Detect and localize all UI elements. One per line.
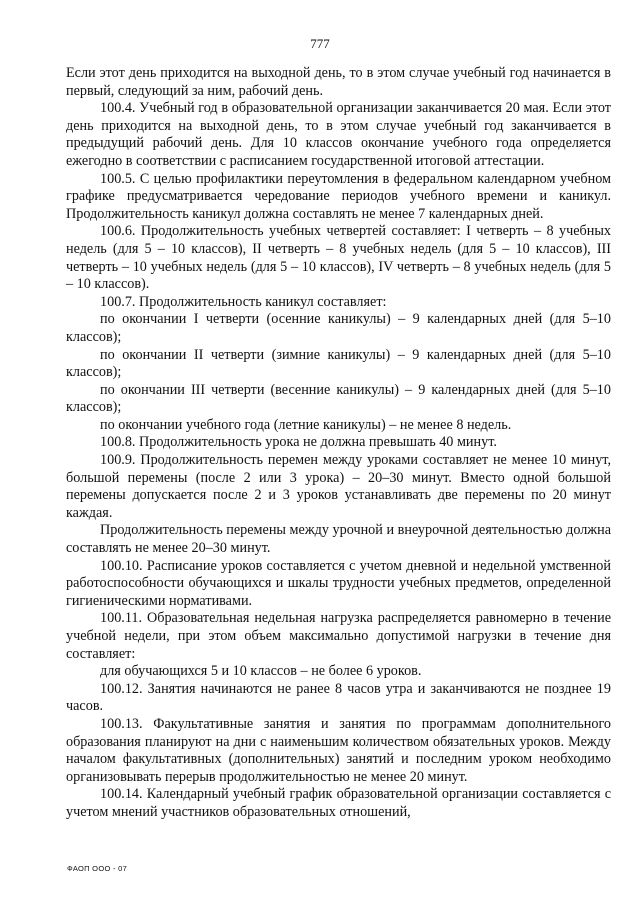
paragraph-100-13: 100.13. Факультативные занятия и занятия по программам дополнительного образования планируют на дни с наименьшим количеством обязательных уроков. Между началом факультативных (дополнительных) занятий и последним уроком необходимо организовывать перерыв продолжительностью не менее 20 минут. <box>66 715 611 785</box>
paragraph-100-14: 100.14. Календарный учебный график образовательной организации составляется с учетом мнений участников образовательных отношений, <box>66 786 611 820</box>
paragraph-100-6: 100.6. Продолжительность учебных четвертей составляет: I четверть – 8 учебных недель (для 5 – 10 классов), II четверть – 8 учебных недель (для 5 – 10 классов), III четверть – 10 учебных недель (для 5 – 10 классов), IV четверть – 8 учебных недель (для 5 – 10 классов). <box>66 223 611 293</box>
document-body <box>66 65 611 822</box>
footer-doc-code: ФАОП ООО - 07 <box>67 864 128 873</box>
paragraph-100-7: 100.7. Продолжительность каникул составляет: <box>100 293 387 310</box>
paragraph-break-duration: Продолжительность перемены между урочной и внеурочной деятельностью должна составлять не менее 20–30 минут. <box>66 522 611 557</box>
paragraph-100-4: 100.4. Учебный год в образовательной организации заканчивается 20 мая. Если этот день приходится на выходной день, то в этом случае учебный год заканчивается в предыдущий рабочий день. Для 10 классов окончание учебного года определяется ежегодно в соответствии с расписанием государственной итоговой аттестации. <box>66 100 611 169</box>
paragraph-100-5: 100.5. С целью профилактики переутомления в федеральном календарном учебном графике предусматривается чередование периодов учебного времени и каникул. Продолжительность каникул должна составлять не менее 7 календарных дней. <box>66 170 611 222</box>
holiday-item-summer: по окончании учебного года (летние каникулы) – не менее 8 недель. <box>100 416 512 433</box>
holiday-item-winter: по окончании II четверти (зимние каникулы) – 9 календарных дней (для 5–10 классов); <box>66 346 611 381</box>
paragraph-100-12: 100.12. Занятия начинаются не ранее 8 часов утра и заканчиваются не позднее 19 часов. <box>66 680 611 715</box>
paragraph-100-9: 100.9. Продолжительность перемен между уроками составляет не менее 10 минут, большой перемены (после 2 или 3 урока) – 20–30 минут. Вместо одной большой перемены допускается после 2 и 3 уроков устанавливать две перемены по 20 минут каждая. <box>66 452 611 521</box>
paragraph-continuation: Если этот день приходится на выходной день, то в этом случае учебный год начинается в первый, следующий за ним, рабочий день. <box>66 65 611 99</box>
paragraph-100-11: 100.11. Образовательная недельная нагрузка распределяется равномерно в течение учебной недели, при этом объем максимально допустимой нагрузки в течение дня составляет: <box>66 610 611 662</box>
page-number: 777 <box>310 36 330 51</box>
holiday-item-autumn: по окончании I четверти (осенние каникулы) – 9 календарных дней (для 5–10 классов); <box>66 311 611 345</box>
paragraph-100-10: 100.10. Расписание уроков составляется с учетом дневной и недельной умственной работоспособности обучающихся и шкалы трудности учебных предметов, определенной гигиеническими нормативами. <box>66 557 611 609</box>
paragraph-load-limit: для обучающихся 5 и 10 классов – не более 6 уроков. <box>100 663 422 680</box>
paragraph-100-8: 100.8. Продолжительность урока не должна превышать 40 минут. <box>100 434 497 451</box>
holiday-item-spring: по окончании III четверти (весенние каникулы) – 9 календарных дней (для 5–10 классов); <box>66 381 611 416</box>
